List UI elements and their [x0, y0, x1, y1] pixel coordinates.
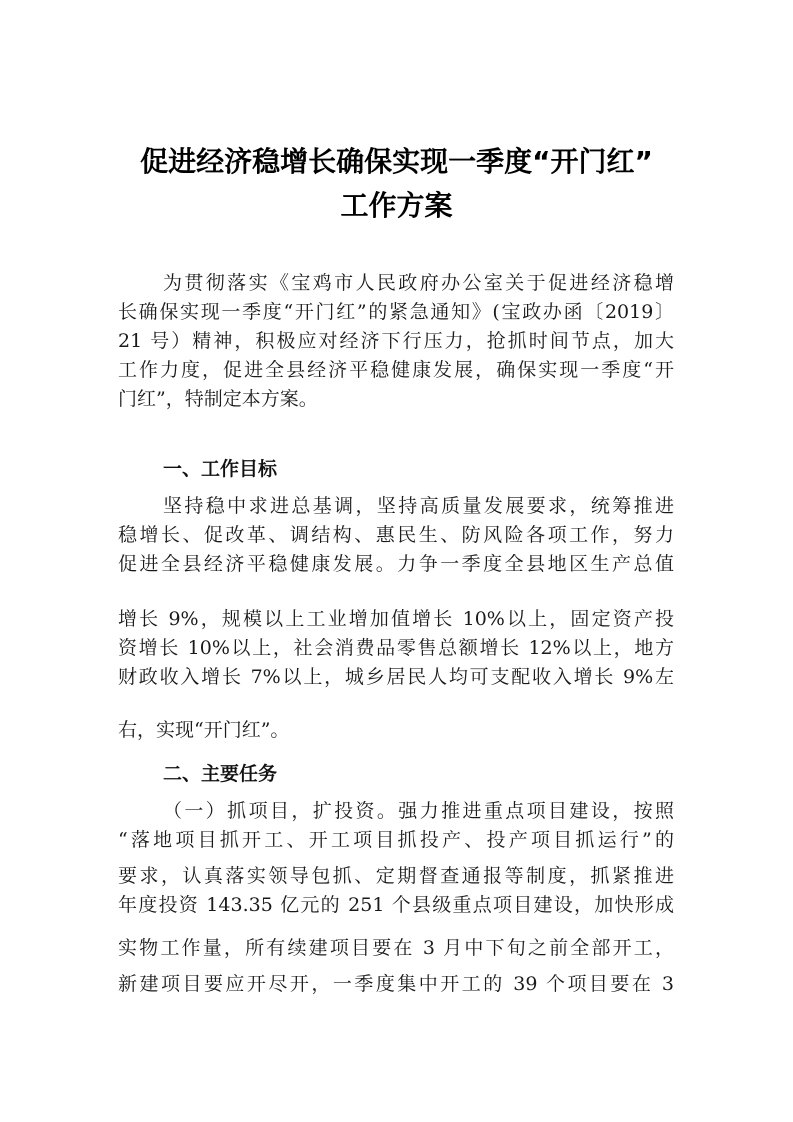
document-title-line-2: 工作方案 — [340, 189, 453, 222]
intro-line: 21 号）精神，积极应对经济下行压力，抢抓时间节点，加大 — [118, 330, 674, 352]
intro-line: 为贯彻落实《宝鸡市人民政府办公室关于促进经济稳增 — [163, 272, 674, 294]
section2-line: （一）抓项目，扩投资。强力推进重点项目建设，按照 — [163, 800, 674, 822]
section1-line: 促进全县经济平稳健康发展。力争一季度全县地区生产总值 — [118, 553, 674, 575]
section1-line: 增长 9%，规模以上工业增加值增长 10%以上，固定资产投 — [118, 608, 674, 630]
section2-line: 要求，认真落实领导包抓、定期督查通报等制度，抓紧推进 — [118, 865, 674, 887]
document-title-line-1: 促进经济稳增长确保实现一季度“开门红” — [140, 145, 653, 178]
intro-line: 工作力度，促进全县经济平稳健康发展，确保实现一季度“开 — [118, 359, 674, 381]
section-heading-tasks: 二、主要任务 — [163, 763, 278, 785]
section1-line: 坚持稳中求进总基调，坚持高质量发展要求，统筹推进 — [163, 495, 674, 517]
section2-line: 新建项目要应开尽开，一季度集中开工的 39 个项目要在 3 — [118, 973, 674, 995]
section1-line: 财政收入增长 7%以上，城乡居民人均可支配收入增长 9%左 — [118, 666, 674, 688]
section2-line: “落地项目抓开工、开工项目抓投产、投产项目抓运行”的 — [118, 829, 674, 851]
section2-line: 年度投资 143.35 亿元的 251 个县级重点项目建设，加快形成 — [118, 894, 674, 916]
section1-line: 稳增长、促改革、调结构、惠民生、防风险各项工作，努力 — [118, 524, 674, 546]
intro-line: 门红”，特制定本方案。 — [118, 388, 318, 410]
intro-line: 长确保实现一季度“开门红”的紧急通知》(宝政办函〔2019〕 — [118, 301, 674, 323]
section2-line: 实物工作量，所有续建项目要在 3 月中下旬之前全部开工， — [118, 937, 674, 959]
section1-line: 右，实现“开门红”。 — [118, 719, 290, 741]
section-heading-goals: 一、工作目标 — [163, 458, 278, 480]
section1-line: 资增长 10%以上，社会消费品零售总额增长 12%以上，地方 — [118, 637, 674, 659]
